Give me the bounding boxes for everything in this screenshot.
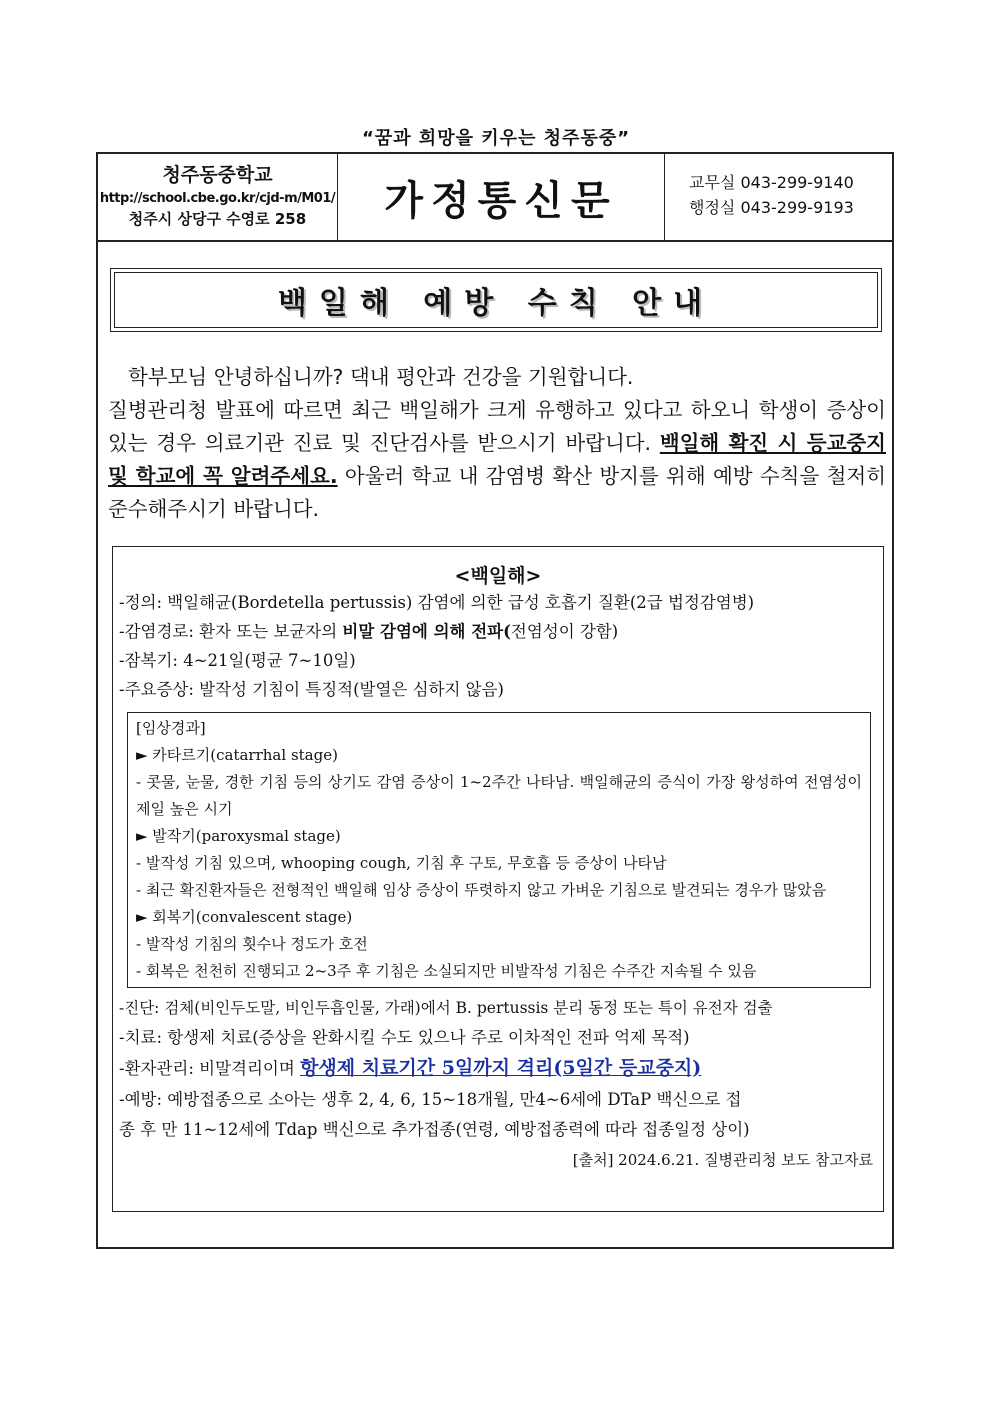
stage-catarrhal-desc: - 콧물, 눈물, 경한 기침 등의 상기도 감염 증상이 1~2주간 나타남. 백일해균의 증식이 가장 왕성하여 전염성이 제일 높은 시기 — [136, 773, 862, 818]
stage-paroxysmal-desc2: - 최근 확진환자들은 전형적인 백일해 임상 증상이 뚜렷하지 않고 가벼운 기침으로 발견되는 경우가 많았음 — [136, 881, 827, 899]
intro-emphasis: 백일해 확진 시 등교중지 및 학교에 꼭 알려주세요. — [108, 431, 886, 488]
stage-catarrhal: ► 카타르기(catarrhal stage) — [136, 746, 338, 764]
phone-academic-office: 교무실 043-299-9140 — [689, 173, 854, 192]
definition: -정의: 백일해균(Bordetella pertussis) 감염에 의한 급성 호흡기 질환(2급 법정감염병) — [119, 593, 755, 612]
route-text: -감염경로: 환자 또는 보균자의 — [119, 622, 343, 641]
newsletter-frame — [96, 152, 894, 1249]
intro-text — [108, 361, 886, 526]
intro-paragraph — [108, 394, 886, 526]
route-emphasis: 비말 감염에 의해 전파( — [342, 622, 511, 641]
notice-title-box — [110, 268, 882, 332]
phone-admin-office: 행정실 043-299-9193 — [689, 198, 854, 217]
info-title: <백일해> — [454, 565, 542, 587]
newsletter-header — [98, 154, 892, 242]
patient-management — [113, 1052, 883, 1085]
intro-text-a: 질병관리청 발표에 따르면 최근 백일해가 크게 유행하고 있다고 하오니 학생이 증상이 있는 경우 의료기관 진료 및 진단검사를 받으시기 바랍니다. — [108, 398, 886, 455]
stage-convalescent-desc1: - 발작성 기침의 횟수나 정도가 호전 — [136, 935, 368, 953]
source-citation: [출처] 2024.6.21. 질병관리청 보도 참고자료 — [572, 1151, 873, 1169]
notice-title: 백일해 예방 수칙 안내 — [114, 272, 878, 328]
diagnosis: -진단: 검체(비인두도말, 비인두흡인물, 가래)에서 B. pertussis 분리 동정 또는 특이 유전자 검출 — [119, 999, 773, 1017]
newsletter-title: 가정통신문 — [338, 154, 665, 240]
patient-text: -환자관리: 비말격리이며 — [119, 1059, 301, 1078]
school-slogan: “꿈과 희망을 키우는 청주동중” — [361, 128, 631, 149]
treatment: -치료: 항생제 치료(증상을 완화시킬 수도 있으나 주로 이차적인 전파 억제 목적) — [119, 1028, 690, 1047]
infection-route — [113, 617, 883, 646]
main-symptom: -주요증상: 발작성 기침이 특징적(발열은 심하지 않음) — [119, 680, 504, 699]
stage-paroxysmal: ► 발작기(paroxysmal stage) — [136, 827, 341, 845]
school-url[interactable]: http://school.cbe.go.kr/cjd-m/M01/ — [99, 191, 336, 206]
school-info — [98, 154, 338, 240]
pertussis-info-box — [112, 546, 884, 1212]
stage-convalescent-desc2: - 회복은 천천히 진행되고 2~3주 후 기침은 소실되지만 비발작성 기침은 수주간 지속될 수 있음 — [136, 962, 757, 980]
contact-info — [665, 154, 892, 240]
greeting: 학부모님 안녕하십니까? 댁내 평안과 건강을 기원합니다. — [128, 365, 634, 389]
clinical-course-box — [127, 712, 871, 988]
prevention-line1: -예방: 예방접종으로 소아는 생후 2, 4, 6, 15~18개월, 만4~6세에 DTaP 백신으로 접 — [119, 1090, 742, 1109]
clinical-header: [임상경과] — [136, 719, 206, 737]
route-text-end: 전염성이 강함) — [510, 622, 619, 641]
intro-text-c: 아울러 학교 내 감염병 확산 방지를 위해 예방 수칙을 철저히 준수해주시기 바랍니다. — [108, 464, 887, 521]
isolation-emphasis: 항생제 치료기간 5일까지 격리(5일간 등교중지) — [300, 1057, 702, 1079]
school-name: 청주동중학교 — [162, 164, 273, 186]
stage-convalescent: ► 회복기(convalescent stage) — [136, 908, 353, 926]
stage-paroxysmal-desc1: - 발작성 기침 있으며, whooping cough, 기침 후 구토, 무호흡 등 증상이 나타남 — [136, 854, 667, 872]
school-address: 청주시 상당구 수영로 258 — [128, 210, 307, 228]
prevention-line2: 종 후 만 11~12세에 Tdap 백신으로 추가접종(연령, 예방접종력에 따라 접종일정 상이) — [119, 1120, 750, 1139]
incubation: -잠복기: 4~21일(평균 7~10일) — [119, 651, 356, 670]
